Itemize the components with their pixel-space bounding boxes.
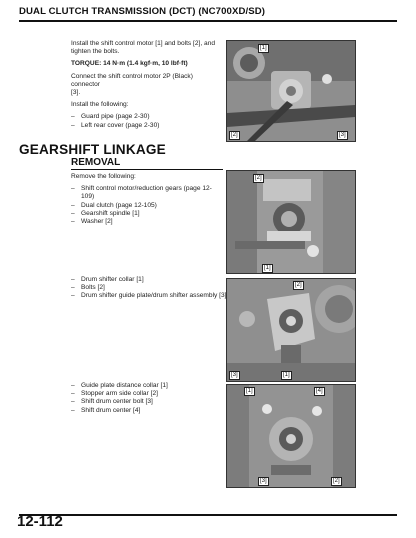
removal-list-2 <box>71 276 227 301</box>
photo-2-illustration <box>227 171 355 273</box>
removal-group-1 <box>71 173 223 226</box>
callout-label: [1] <box>283 372 290 378</box>
list-item: – Drum shifter collar [1] <box>71 276 227 284</box>
header-title: DUAL CLUTCH TRANSMISSION (DCT) (NC700XD/SD) <box>19 6 266 17</box>
install-instructions <box>71 40 221 130</box>
removal-group-2 <box>71 276 227 301</box>
list-item: – Stopper arm side collar [2] <box>71 390 223 398</box>
header-rule <box>19 20 397 22</box>
photo-1-illustration <box>227 41 355 141</box>
callout-label: [3] <box>231 372 238 378</box>
torque-spec: TORQUE: 14 N·m (1.4 kgf·m, 10 lbf·ft) <box>71 60 188 68</box>
install-line-2: tighten the bolts. <box>71 48 120 56</box>
callout-label: [3] <box>339 132 346 138</box>
list-item: – Bolts [2] <box>71 284 227 292</box>
photo-drum-shifter <box>226 278 356 382</box>
list-item: – Shift drum center [4] <box>71 407 223 415</box>
page-number: 12-112 <box>17 513 63 530</box>
removal-list-3 <box>71 382 223 415</box>
list-item: – Drum shifter guide plate/drum shifter assembly [3] <box>71 292 227 300</box>
callout-label: [2] <box>231 132 238 138</box>
list-item: – Guide plate distance collar [1] <box>71 382 223 390</box>
removal-intro: Remove the following: <box>71 173 136 180</box>
callout-label: [1] <box>264 265 271 271</box>
callout-label: [3] <box>260 478 267 484</box>
install-list <box>71 113 221 129</box>
photo-shift-drum-center <box>226 384 356 488</box>
install-following: Install the following: <box>71 101 129 109</box>
list-item: – Shift control motor/reduction gears (page 12-109) <box>71 185 223 201</box>
photo-3-illustration <box>227 279 355 381</box>
photo-shift-motor-installed <box>226 40 356 142</box>
footer-rule <box>19 514 397 516</box>
callout-label: [2] <box>255 175 262 181</box>
list-item: – Gearshift spindle [1] <box>71 210 223 218</box>
connect-line-2: [3]. <box>71 89 81 97</box>
list-item: – Dual clutch (page 12-105) <box>71 202 223 210</box>
removal-list-1 <box>71 185 223 226</box>
subsection-rule <box>71 169 223 170</box>
subsection-title: REMOVAL <box>71 157 121 168</box>
section-title: GEARSHIFT LINKAGE <box>19 142 166 157</box>
list-item: – Washer [2] <box>71 218 223 226</box>
callout-label: [1] <box>246 388 253 394</box>
callout-label: [2] <box>295 282 302 288</box>
photo-gearshift-spindle <box>226 170 356 274</box>
callout-label: [1] <box>260 45 267 51</box>
removal-group-3 <box>71 382 223 415</box>
list-item: – Shift drum center bolt [3] <box>71 398 223 406</box>
list-item: – Guard pipe (page 2-30) <box>71 113 221 121</box>
callout-label: [2] <box>333 478 340 484</box>
install-line-1: Install the shift control motor [1] and bolts [2], and <box>71 40 216 47</box>
connect-line-1: Connect the shift control motor 2P (Black) connector <box>71 72 193 88</box>
callout-label: [4] <box>316 388 323 394</box>
photo-4-illustration <box>227 385 355 487</box>
list-item: – Left rear cover (page 2-30) <box>71 122 221 130</box>
